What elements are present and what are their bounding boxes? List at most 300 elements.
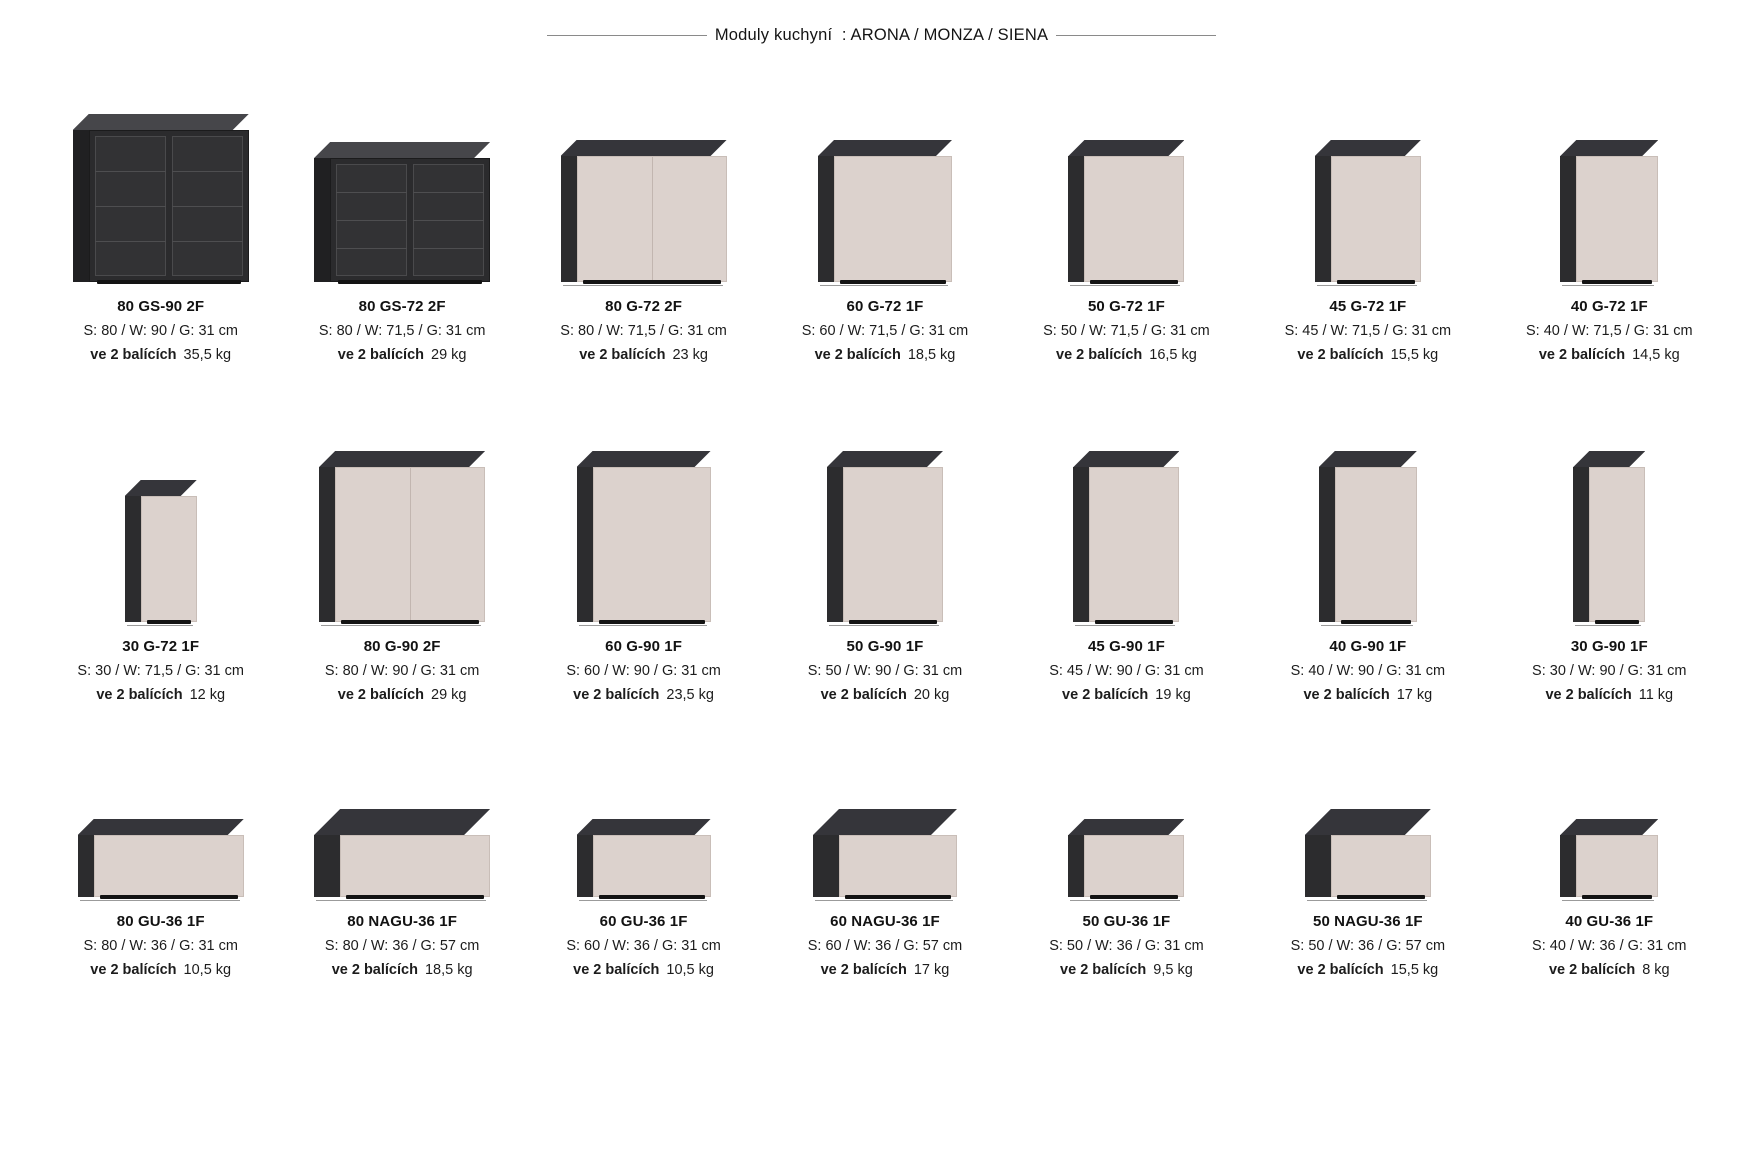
cabinet-base-line <box>563 285 723 286</box>
cabinet-base-line <box>820 285 948 286</box>
module-packaging <box>808 960 962 981</box>
module-packaging <box>325 960 479 981</box>
module-weight: 23,5 kg <box>666 686 714 703</box>
module-dimensions: S: 40 / W: 90 / G: 31 cm <box>1290 662 1446 679</box>
cabinet-top-panel <box>1068 819 1184 835</box>
module-image <box>1006 772 1247 897</box>
packaging-count-label: ve 2 balících <box>1062 686 1149 703</box>
glass-shelf-line <box>95 171 166 172</box>
cabinet-shadow <box>338 280 482 284</box>
cabinet-side-panel <box>1560 835 1576 897</box>
module-weight: 23 kg <box>672 346 708 363</box>
cabinet-base-line <box>815 900 953 901</box>
cabinet-top-panel <box>1315 140 1421 156</box>
cabinet-side-panel <box>818 156 834 282</box>
module-card[interactable] <box>764 772 1005 1102</box>
cabinet-illustration <box>314 142 490 282</box>
module-packaging <box>808 685 962 706</box>
cabinet-base-line <box>80 900 240 901</box>
module-dimensions: S: 45 / W: 71,5 / G: 31 cm <box>1284 322 1452 339</box>
module-caption <box>1532 911 1686 981</box>
page-title: Moduly kuchyní : ARONA / MONZA / SIENA <box>714 26 1049 44</box>
packaging-count-label: ve 2 balících <box>1545 686 1632 703</box>
cabinet-side-panel <box>1068 156 1084 282</box>
cabinet-shadow <box>1582 280 1652 284</box>
module-weight: 18,5 kg <box>424 961 473 978</box>
cabinet-side-panel <box>125 496 141 622</box>
module-code: 40 G-72 1F <box>1570 298 1648 315</box>
packaging-count-label: ve 2 balících <box>573 686 660 703</box>
packaging-count-label: ve 2 balících <box>337 346 424 363</box>
module-dimensions: S: 60 / W: 36 / G: 31 cm <box>566 937 721 954</box>
module-packaging <box>566 960 720 981</box>
module-caption <box>1291 911 1445 981</box>
module-caption <box>1291 636 1445 706</box>
module-caption <box>325 636 479 706</box>
module-caption <box>1049 636 1203 706</box>
packaging-count-label: ve 2 balících <box>1538 346 1626 363</box>
module-code: 60 G-90 1F <box>605 638 682 655</box>
cabinet-top-panel <box>1073 451 1179 467</box>
cabinet-top-panel <box>78 819 244 835</box>
cabinet-illustration <box>73 114 249 282</box>
glass-shelf-line <box>95 206 166 207</box>
cabinet-top-panel <box>1560 819 1658 835</box>
cabinet-side-panel <box>1305 835 1331 897</box>
cabinet-side-panel <box>314 158 330 282</box>
cabinet-top-panel <box>319 451 485 467</box>
cabinet-shadow <box>1337 895 1425 899</box>
module-dimensions: S: 30 / W: 90 / G: 31 cm <box>1532 662 1687 679</box>
cabinet-shadow <box>845 895 951 899</box>
cabinet-base-line <box>1075 625 1175 626</box>
module-image <box>1489 772 1730 897</box>
cabinet-front-door <box>593 835 711 897</box>
packaging-count-label: ve 2 balících <box>1056 346 1143 363</box>
cabinet-base-line <box>1562 285 1654 286</box>
cabinet-base-line <box>1307 900 1427 901</box>
cabinet-shadow <box>1090 895 1178 899</box>
glass-shelf-line <box>172 206 243 207</box>
module-caption <box>808 636 962 706</box>
module-card[interactable] <box>40 92 281 432</box>
cabinet-front-door <box>141 496 197 622</box>
cabinet-illustration <box>561 140 727 282</box>
module-packaging <box>1043 345 1210 366</box>
module-weight: 14,5 kg <box>1632 346 1680 363</box>
module-packaging <box>1049 960 1203 981</box>
module-dimensions: S: 50 / W: 90 / G: 31 cm <box>807 662 963 679</box>
cabinet-front-door <box>1589 467 1645 622</box>
cabinet-illustration <box>813 809 957 897</box>
module-image <box>1489 92 1730 282</box>
cabinet-top-panel <box>818 140 952 156</box>
module-card[interactable] <box>281 432 522 772</box>
module-card[interactable] <box>1006 432 1247 772</box>
module-caption <box>808 911 962 981</box>
module-caption <box>566 911 720 981</box>
module-weight: 11 kg <box>1638 686 1674 703</box>
module-code: 60 NAGU-36 1F <box>830 913 940 930</box>
module-code: 50 G-72 1F <box>1087 298 1165 315</box>
module-card[interactable] <box>1489 92 1730 432</box>
module-packaging <box>1049 685 1203 706</box>
module-image <box>1247 92 1488 282</box>
cabinet-front-door <box>94 835 244 897</box>
module-code: 45 G-90 1F <box>1087 638 1165 655</box>
module-grid <box>40 92 1730 1102</box>
module-card[interactable] <box>1489 772 1730 1102</box>
cabinet-front-door <box>593 467 711 622</box>
cabinet-top-panel <box>1305 809 1431 835</box>
cabinet-illustration <box>1068 819 1184 897</box>
header-rule-right <box>1056 35 1216 36</box>
module-dimensions: S: 80 / W: 36 / G: 57 cm <box>324 937 480 954</box>
module-card[interactable] <box>1247 92 1488 432</box>
packaging-count-label: ve 2 balících <box>96 686 183 703</box>
cabinet-shadow <box>1090 280 1178 284</box>
cabinet-shadow <box>1337 280 1415 284</box>
cabinet-illustration <box>1560 140 1658 282</box>
module-caption <box>566 636 720 706</box>
cabinet-illustration <box>319 451 485 622</box>
cabinet-shadow <box>849 620 937 624</box>
module-dimensions: S: 60 / W: 90 / G: 31 cm <box>566 662 721 679</box>
glass-shelf-line <box>336 192 407 193</box>
module-weight: 18,5 kg <box>907 346 956 363</box>
glass-shelf-line <box>172 171 243 172</box>
cabinet-illustration <box>577 819 711 897</box>
cabinet-side-panel <box>827 467 843 622</box>
cabinet-side-panel <box>1073 467 1089 622</box>
cabinet-side-panel <box>1319 467 1335 622</box>
module-code: 50 GU-36 1F <box>1082 913 1171 930</box>
cabinet-front-door <box>1576 156 1658 282</box>
cabinet-top-panel <box>314 142 490 158</box>
cabinet-front-door <box>1089 467 1179 622</box>
module-caption <box>83 296 237 366</box>
module-image <box>523 772 764 897</box>
module-dimensions: S: 80 / W: 36 / G: 31 cm <box>83 937 238 954</box>
cabinet-shadow <box>840 280 946 284</box>
cabinet-front-door <box>1331 156 1421 282</box>
module-weight: 29 kg <box>431 346 467 363</box>
cabinet-illustration <box>1560 819 1658 897</box>
cabinet-front-door <box>1576 835 1658 897</box>
module-card[interactable] <box>523 772 764 1102</box>
packaging-count-label: ve 2 balících <box>1297 961 1384 978</box>
module-packaging <box>83 345 237 366</box>
cabinet-front-door <box>340 835 490 897</box>
module-code: 60 GU-36 1F <box>599 913 688 930</box>
packaging-count-label: ve 2 balících <box>1297 346 1384 363</box>
module-card[interactable] <box>764 92 1005 432</box>
cabinet-front-door <box>1084 835 1184 897</box>
cabinet-base-line <box>321 625 481 626</box>
module-card[interactable] <box>523 92 764 432</box>
cabinet-side-panel <box>577 835 593 897</box>
module-card[interactable] <box>764 432 1005 772</box>
module-code: 45 G-72 1F <box>1329 298 1407 315</box>
module-packaging <box>560 345 727 366</box>
packaging-count-label: ve 2 balících <box>90 961 177 978</box>
cabinet-base-line <box>1070 285 1180 286</box>
module-image <box>281 92 522 282</box>
module-code: 80 G-90 2F <box>363 638 441 655</box>
cabinet-base-line <box>579 625 707 626</box>
module-packaging <box>77 685 244 706</box>
module-image <box>1247 772 1488 897</box>
cabinet-shadow <box>346 895 484 899</box>
cabinet-illustration <box>1305 809 1431 897</box>
module-caption <box>83 911 237 981</box>
cabinet-top-panel <box>1573 451 1645 467</box>
cabinet-front-door <box>577 156 727 282</box>
cabinet-illustration <box>827 451 943 622</box>
module-packaging <box>1291 685 1445 706</box>
module-weight: 35,5 kg <box>183 346 232 363</box>
glass-shelf-line <box>95 241 166 242</box>
cabinet-front-door <box>834 156 952 282</box>
module-packaging <box>1285 345 1452 366</box>
cabinet-top-panel <box>577 451 711 467</box>
module-dimensions: S: 80 / W: 90 / G: 31 cm <box>324 662 480 679</box>
page-header <box>0 26 1763 45</box>
module-weight: 29 kg <box>431 686 467 703</box>
module-card[interactable] <box>523 432 764 772</box>
module-weight: 10,5 kg <box>666 961 714 978</box>
module-image <box>281 432 522 622</box>
cabinet-side-panel <box>73 130 89 282</box>
cabinet-side-panel <box>314 835 340 897</box>
module-weight: 16,5 kg <box>1149 346 1197 363</box>
module-packaging <box>325 685 479 706</box>
glass-shelf-line <box>336 220 407 221</box>
cabinet-top-panel <box>561 140 727 156</box>
module-dimensions: S: 30 / W: 71,5 / G: 31 cm <box>77 662 244 679</box>
module-image <box>40 92 281 282</box>
module-card[interactable] <box>1247 432 1488 772</box>
cabinet-illustration <box>1068 140 1184 282</box>
glass-shelf-line <box>336 248 407 249</box>
module-caption <box>1285 296 1452 366</box>
packaging-count-label: ve 2 balících <box>337 686 424 703</box>
cabinet-top-panel <box>125 480 197 496</box>
cabinet-shadow <box>583 280 721 284</box>
cabinet-front-door <box>843 467 943 622</box>
glass-shelf-line <box>413 220 484 221</box>
module-code: 80 G-72 2F <box>605 298 682 315</box>
cabinet-shadow <box>599 895 705 899</box>
cabinet-side-panel <box>1068 835 1084 897</box>
cabinet-shadow <box>341 620 479 624</box>
cabinet-front-door <box>839 835 957 897</box>
cabinet-shadow <box>97 280 241 284</box>
cabinet-illustration <box>314 809 490 897</box>
module-weight: 17 kg <box>913 961 950 978</box>
module-packaging <box>566 685 720 706</box>
cabinet-illustration <box>1315 140 1421 282</box>
module-dimensions: S: 45 / W: 90 / G: 31 cm <box>1049 662 1204 679</box>
module-caption <box>1532 636 1686 706</box>
module-code: 60 G-72 1F <box>846 298 924 315</box>
cabinet-shadow <box>1341 620 1411 624</box>
cabinet-base-line <box>1070 900 1180 901</box>
module-image <box>764 432 1005 622</box>
cabinet-top-panel <box>813 809 957 835</box>
module-caption <box>560 296 727 366</box>
packaging-count-label: ve 2 balících <box>90 346 177 363</box>
module-dimensions: S: 40 / W: 71,5 / G: 31 cm <box>1526 322 1693 339</box>
cabinet-base-line <box>1321 625 1413 626</box>
glass-shelf-line <box>413 192 484 193</box>
module-dimensions: S: 60 / W: 36 / G: 57 cm <box>807 937 963 954</box>
cabinet-top-panel <box>73 114 249 130</box>
packaging-count-label: ve 2 balících <box>814 346 901 363</box>
module-card[interactable] <box>281 772 522 1102</box>
module-weight: 8 kg <box>1642 961 1670 978</box>
cabinet-top-panel <box>1068 140 1184 156</box>
cabinet-top-panel <box>577 819 711 835</box>
module-card[interactable] <box>40 772 281 1102</box>
module-image <box>1247 432 1488 622</box>
cabinet-front-door <box>1084 156 1184 282</box>
cabinet-base-line <box>829 625 939 626</box>
module-code: 40 GU-36 1F <box>1565 913 1654 930</box>
module-image <box>1006 92 1247 282</box>
module-weight: 19 kg <box>1155 686 1191 703</box>
module-code: 80 GS-90 2F <box>117 298 205 315</box>
cabinet-top-panel <box>827 451 943 467</box>
module-dimensions: S: 80 / W: 90 / G: 31 cm <box>83 322 238 339</box>
cabinet-top-panel <box>1319 451 1417 467</box>
module-weight: 12 kg <box>189 686 226 703</box>
cabinet-front-door <box>1335 467 1417 622</box>
cabinet-top-panel <box>1560 140 1658 156</box>
module-code: 50 G-90 1F <box>846 638 924 655</box>
packaging-count-label: ve 2 balících <box>820 961 907 978</box>
cabinet-side-panel <box>561 156 577 282</box>
module-weight: 17 kg <box>1396 686 1433 703</box>
module-caption <box>1049 911 1203 981</box>
module-weight: 15,5 kg <box>1390 346 1439 363</box>
cabinet-side-panel <box>1315 156 1331 282</box>
cabinet-illustration <box>818 140 952 282</box>
module-dimensions: S: 80 / W: 71,5 / G: 31 cm <box>318 322 486 339</box>
module-caption <box>1043 296 1210 366</box>
cabinet-side-panel <box>319 467 335 622</box>
module-code: 30 G-72 1F <box>122 638 200 655</box>
cabinet-base-line <box>1317 285 1417 286</box>
cabinet-shadow <box>599 620 705 624</box>
module-packaging <box>319 345 486 366</box>
module-packaging <box>802 345 969 366</box>
module-row <box>40 92 1730 432</box>
cabinet-illustration <box>125 480 197 622</box>
module-dimensions: S: 60 / W: 71,5 / G: 31 cm <box>801 322 969 339</box>
cabinet-illustration <box>1319 451 1417 622</box>
cabinet-top-panel <box>314 809 490 835</box>
cabinet-shadow <box>147 620 191 624</box>
module-dimensions: S: 50 / W: 36 / G: 31 cm <box>1049 937 1204 954</box>
packaging-count-label: ve 2 balících <box>1060 961 1147 978</box>
packaging-count-label: ve 2 balících <box>579 346 666 363</box>
module-card[interactable] <box>1006 772 1247 1102</box>
module-card[interactable] <box>281 92 522 432</box>
cabinet-shadow <box>1582 895 1652 899</box>
module-image <box>281 772 522 897</box>
cabinet-base-line <box>316 900 486 901</box>
packaging-count-label: ve 2 balících <box>820 686 907 703</box>
module-image <box>523 432 764 622</box>
module-packaging <box>1532 685 1686 706</box>
module-caption <box>325 911 479 981</box>
module-code: 80 GU-36 1F <box>116 913 205 930</box>
module-image <box>764 92 1005 282</box>
cabinet-side-panel <box>1560 156 1576 282</box>
module-packaging <box>1291 960 1445 981</box>
module-dimensions: S: 50 / W: 71,5 / G: 31 cm <box>1043 322 1210 339</box>
cabinet-shadow <box>1595 620 1639 624</box>
cabinet-front-door <box>1331 835 1431 897</box>
cabinet-illustration <box>1073 451 1179 622</box>
module-code: 50 NAGU-36 1F <box>1313 913 1423 930</box>
cabinet-front-door <box>335 467 485 622</box>
module-image <box>523 92 764 282</box>
module-card[interactable] <box>1247 772 1488 1102</box>
cabinet-base-line <box>1562 900 1654 901</box>
cabinet-illustration <box>78 819 244 897</box>
module-code: 80 GS-72 2F <box>358 298 446 315</box>
module-dimensions: S: 40 / W: 36 / G: 31 cm <box>1532 937 1687 954</box>
cabinet-base-line <box>127 625 193 626</box>
glass-shelf-line <box>413 248 484 249</box>
packaging-count-label: ve 2 balících <box>331 961 418 978</box>
module-code: 80 NAGU-36 1F <box>347 913 457 930</box>
module-caption <box>1526 296 1693 366</box>
module-weight: 9,5 kg <box>1153 961 1193 978</box>
module-code: 30 G-90 1F <box>1570 638 1648 655</box>
packaging-count-label: ve 2 balících <box>573 961 660 978</box>
module-card[interactable] <box>1006 92 1247 432</box>
module-caption <box>802 296 969 366</box>
cabinet-illustration <box>577 451 711 622</box>
glass-shelf-line <box>172 241 243 242</box>
cabinet-base-line <box>579 900 707 901</box>
packaging-count-label: ve 2 balících <box>1548 961 1636 978</box>
module-caption <box>319 296 486 366</box>
module-caption <box>77 636 244 706</box>
module-weight: 10,5 kg <box>183 961 232 978</box>
module-card[interactable] <box>1489 432 1730 772</box>
cabinet-side-panel <box>577 467 593 622</box>
module-weight: 20 kg <box>913 686 950 703</box>
cabinet-side-panel <box>78 835 94 897</box>
module-image <box>40 772 281 897</box>
cabinet-shadow <box>1095 620 1173 624</box>
cabinet-side-panel <box>813 835 839 897</box>
header-rule-left <box>547 35 707 36</box>
module-weight: 15,5 kg <box>1390 961 1439 978</box>
module-packaging <box>83 960 237 981</box>
cabinet-side-panel <box>1573 467 1589 622</box>
module-image <box>1006 432 1247 622</box>
cabinet-illustration <box>1573 451 1645 622</box>
module-row <box>40 772 1730 1102</box>
module-packaging <box>1526 345 1693 366</box>
module-card[interactable] <box>40 432 281 772</box>
module-image <box>40 432 281 622</box>
